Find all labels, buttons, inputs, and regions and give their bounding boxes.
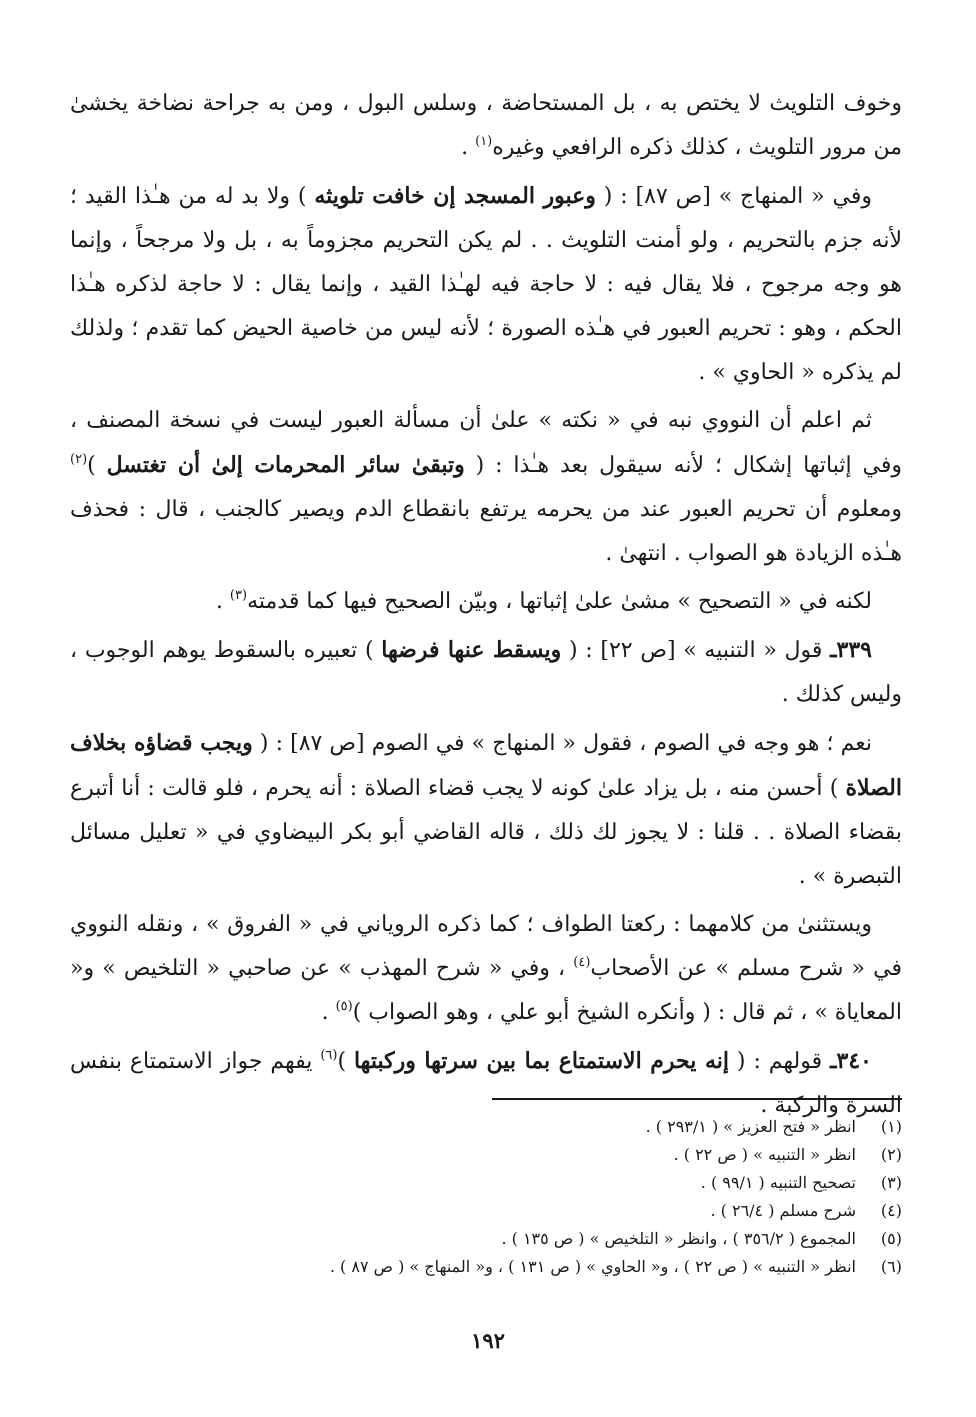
text-run: ثم اعلم أن النووي نبه في « نكته » علىٰ أن مسألة العبور ليست في نسخة المصنف ، وفي إثباتها إشكال ؛ لأنه سيقول بعد هـٰذا : ( xyxy=(70,408,902,478)
paragraph-p1 xyxy=(70,82,902,170)
text-run: ، وفي « شرح المهذب » عن صاحبي « التلخيص » و« المعاياة » ، ثم قال : ( وأنكره الشيخ أبو علي ، وهو الصواب ) xyxy=(70,956,902,1025)
emphasized-text: ويجب قضاؤه بخلاف الصلاة xyxy=(70,730,902,801)
emphasized-text: ٣٤٠ـ xyxy=(830,1048,872,1074)
footnote-ref: (٤) xyxy=(573,955,591,970)
footnote-text: انظر « التنبيه » ( ص ٢٢ ) . xyxy=(673,1145,856,1164)
text-run: ومعلوم أن تحريم العبور عند من يحرمه يرتفع بانقطاع الدم ويصير كالجنب ، قال : فحذف هـٰذه الزيادة هو الصواب . انتهىٰ . xyxy=(70,497,902,566)
page-body xyxy=(70,82,902,1132)
paragraph-p6 xyxy=(70,721,902,899)
text-run: وخوف التلويث لا يختص به ، بل المستحاضة ، وسلس البول ، ومن به جراحة نضاخة يخشىٰ من مرور التلويث ، كذلك ذكره الرافعي وغيره xyxy=(70,91,902,160)
text-run: يفهم جواز الاستمتاع بنفس السرة والركبة . xyxy=(70,1049,902,1118)
text-run: ) تعبيره بالسقوط يوهم الوجوب ، وليس كذلك . xyxy=(70,638,902,707)
text-run: . xyxy=(215,589,230,614)
paragraph-p4 xyxy=(70,580,902,624)
text-run: وفي « المنهاج » [ص ٨٧] : ( xyxy=(595,184,872,209)
footnote-number: (٢) xyxy=(880,1145,902,1164)
footnote-text: انظر « التنبيه » ( ص ٢٢ ) ، و« الحاوي » ( ص ١٣١ ) ، و« المنهاج » ( ص ٨٧ ) . xyxy=(329,1257,856,1276)
footnote-ref: (٣) xyxy=(229,588,248,603)
footnote-item xyxy=(70,1253,902,1281)
footnote-divider xyxy=(492,1098,902,1100)
footnote-ref: (٥) xyxy=(335,999,353,1014)
paragraph-p5 xyxy=(70,628,902,717)
text-run: قول « التنبيه » [ص ٢٢] : ( xyxy=(561,638,831,663)
footnote-number: (٦) xyxy=(880,1257,902,1276)
text-run: نعم ؛ هو وجه في الصوم ، فقول « المنهاج » في الصوم [ص ٨٧] : ( xyxy=(252,731,872,756)
text-run: . xyxy=(461,135,476,160)
footnote-number: (٤) xyxy=(880,1201,902,1220)
footnote-item xyxy=(70,1169,902,1197)
text-run: ) xyxy=(337,1049,354,1074)
footnote-text: شرح مسلم ( ٢٦/٤ ) . xyxy=(710,1201,856,1220)
footnote-number: (١) xyxy=(880,1117,902,1136)
paragraph-p2 xyxy=(70,174,902,395)
footnote-text: تصحيح التنبيه ( ٩٩/١ ) . xyxy=(700,1173,856,1192)
emphasized-text: وعبور المسجد إن خافت تلويثه xyxy=(314,183,596,209)
text-run: لكنه في « التصحيح » مشىٰ علىٰ إثباتها ، وبيّن الصحيح فيها كما قدمته xyxy=(247,589,872,614)
footnote-number: (٣) xyxy=(880,1173,902,1192)
text-run: ) أحسن منه ، بل يزاد علىٰ كونه لا يجب قضاء الصلاة : أنه يحرم ، فلو قالت : أنا أتبرع بقضاء الصلاة . . قلنا : لا يجوز لك ذلك ، قاله القاضي أبو بكر البيضاوي في « تعليل مسائل التبصرة » . xyxy=(70,776,902,889)
footnote-ref: (١) xyxy=(475,134,493,149)
emphasized-text: ويسقط عنها فرضها xyxy=(381,637,562,663)
emphasized-text: وتبقىٰ سائر المحرمات إلىٰ أن تغتسل xyxy=(106,452,465,478)
footnotes xyxy=(70,1113,902,1281)
footnote-ref: (٦) xyxy=(320,1048,338,1063)
footnote-item xyxy=(70,1141,902,1169)
text-run: . xyxy=(321,1000,336,1025)
text-run: قولهم : ( xyxy=(729,1049,831,1074)
page-number: ١٩٢ xyxy=(471,1328,505,1353)
text-run: ويستثنىٰ من كلامهما : ركعتا الطواف ؛ كما ذكره الروياني في « الفروق » ، ونقله النووي في « شرح مسلم » عن الأصحاب xyxy=(70,912,902,981)
emphasized-text: ٣٣٩ـ xyxy=(830,637,872,663)
footnote-item xyxy=(70,1113,902,1141)
footnote-text: المجموع ( ٣٥٦/٢ ) ، وانظر « التلخيص » ( ص ١٣٥ ) . xyxy=(501,1229,856,1248)
text-run: ) ولا بد له من هـٰذا القيد ؛ لأنه جزم بالتحريم ، ولو أمنت التلويث . . لم يكن التحريم مجزوماً به ، بل ولا مرجحاً ، وإنما هو وجه مرجوح ، فلا يقال فيه : لا حاجة فيه لهـٰذا القيد ، وإنما يقال : لا حاجة لذكره هـٰذا الحكم ، وهو : تحريم العبور في هـٰذه الصورة ؛ لأنه ليس من خاصية الحيض كما تقدم ؛ ولذلك لم يذكره « الحاوي » . xyxy=(70,184,902,385)
footnote-number: (٥) xyxy=(880,1229,902,1248)
emphasized-text: إنه يحرم الاستمتاع بما بين سرتها وركبتها xyxy=(353,1048,729,1074)
paragraph-p3 xyxy=(70,399,902,576)
footnote-item xyxy=(70,1225,902,1253)
footnote-ref: (٢) xyxy=(70,452,88,467)
main-text xyxy=(70,82,902,1128)
footnote-text: انظر « فتح العزيز » ( ٢٩٣/١ ) . xyxy=(645,1117,856,1136)
text-run: ) xyxy=(87,453,107,478)
footnote-item xyxy=(70,1197,902,1225)
paragraph-p7 xyxy=(70,903,902,1035)
